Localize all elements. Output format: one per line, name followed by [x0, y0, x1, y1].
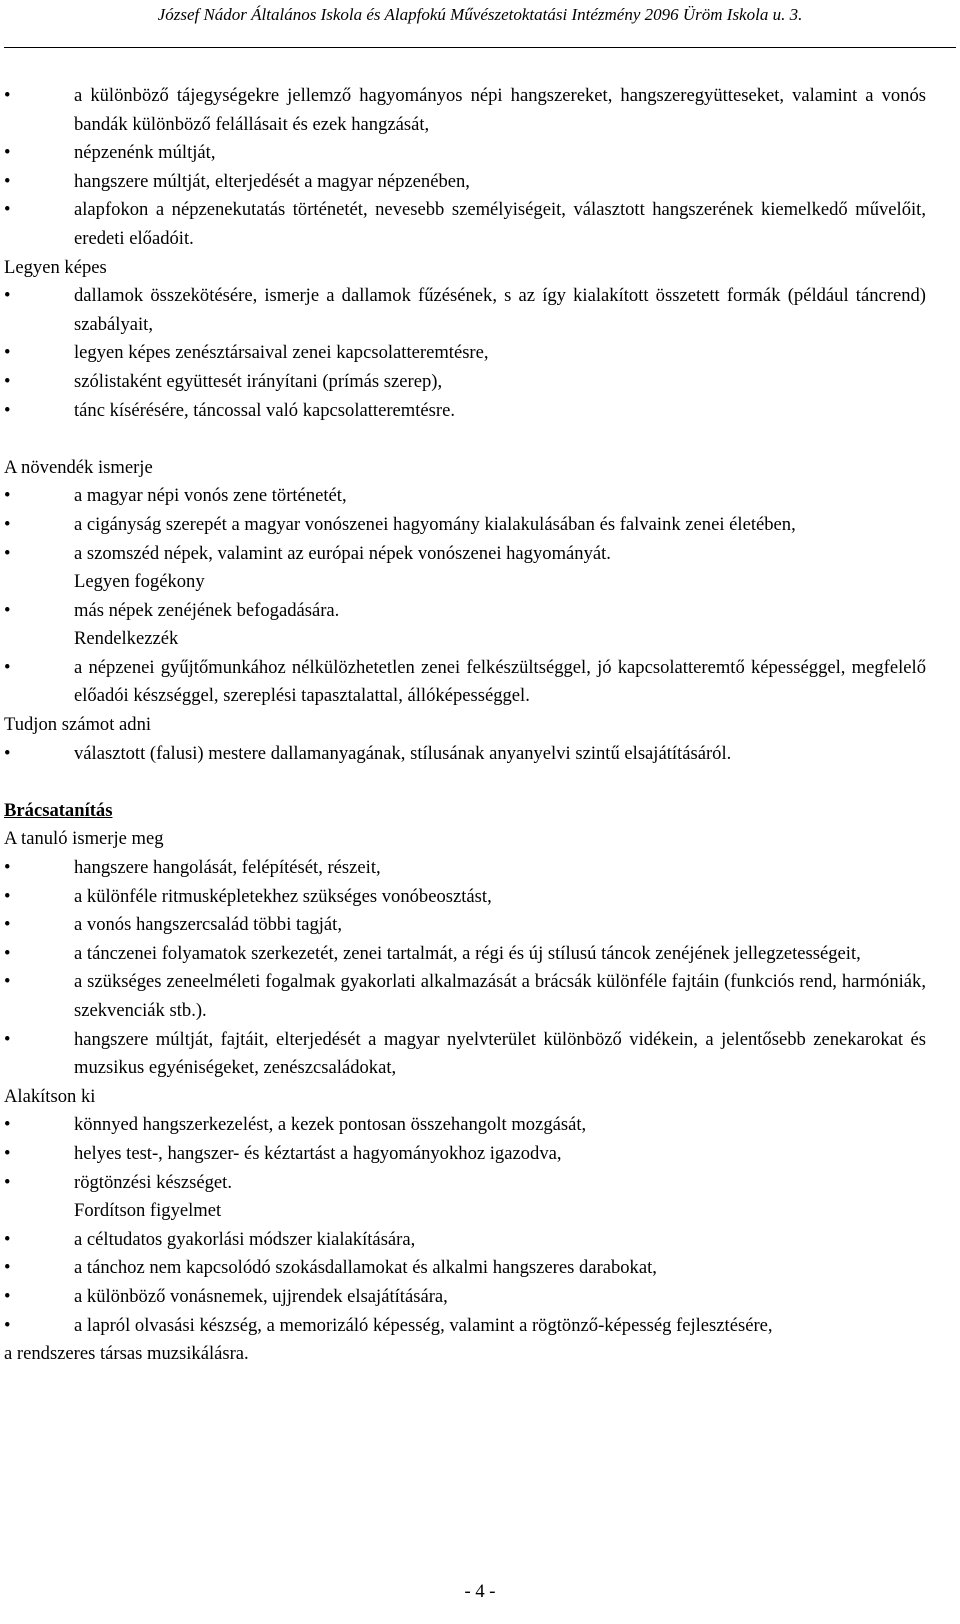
bullet-item: [4, 1312, 926, 1341]
bullet-item: [4, 139, 926, 168]
bullet-item: [4, 1026, 926, 1083]
bullet-text: könnyed hangszerkezelést, a kezek pontosan összehangolt mozgását,: [74, 1114, 587, 1136]
bullet-icon: •: [4, 1257, 11, 1279]
bullet-icon: •: [4, 1171, 11, 1193]
bullet-item: [4, 597, 926, 626]
bullet-item: [4, 1283, 926, 1312]
bullet-icon: •: [4, 399, 11, 421]
bullet-icon: •: [4, 1285, 11, 1307]
bullet-item: [4, 168, 926, 197]
bullet-icon: •: [4, 942, 11, 964]
paragraph-label: Legyen képes: [4, 256, 107, 278]
paragraph-label: a rendszeres társas muzsikálásra.: [4, 1343, 249, 1365]
bullet-icon: •: [4, 1228, 11, 1250]
bullet-icon: •: [4, 971, 11, 993]
header-rule: [4, 47, 956, 48]
bullet-icon: •: [4, 1142, 11, 1164]
bullet-text: tánc kísérésére, táncossal való kapcsolatteremtésre.: [74, 399, 455, 421]
bullet-text: a népzenei gyűjtőmunkához nélkülözhetetlen zenei felkészültséggel, jó kapcsolatteremtő képességgel, megfelelő előadói készséggel, szereplési tapasztalattal, állóképességgel.: [74, 656, 926, 707]
page-content: [4, 82, 926, 1369]
bullet-text: a lapról olvasási készség, a memorizáló képesség, valamint a rögtönző-képesség fejlesztésére,: [74, 1314, 773, 1336]
bullet-item: [4, 196, 926, 253]
bullet-text: dallamok összekötésére, ismerje a dallamok fűzésének, s az így kialakított összetett formák (például táncrend) szabályait,: [74, 285, 926, 335]
bullet-icon: •: [4, 513, 11, 535]
bullet-text: választott (falusi) mestere dallamanyagának, stílusának anyanyelvi szintű elsajátításáról.: [74, 742, 732, 764]
section-heading: Brácsatanítás: [4, 799, 113, 821]
bullet-item: [4, 1111, 926, 1140]
bullet-item: [4, 911, 926, 940]
bullet-item: [4, 883, 926, 912]
bullet-item: [4, 282, 926, 339]
bullet-text: a vonós hangszercsalád többi tagját,: [74, 914, 342, 936]
bullet-text: hangszere múltját, fajtáit, elterjedését a magyar nyelvterület különböző vidékein, a jelentősebb zenekarokat és muzsikus egyéniségeket, zenészcsaládokat,: [74, 1028, 926, 1079]
bullet-icon: •: [4, 742, 11, 764]
bullet-text: a cigányság szerepét a magyar vonószenei hagyomány kialakulásában és falvaink zenei életében,: [74, 513, 796, 535]
paragraph-label: A növendék ismerje: [4, 456, 153, 478]
bullet-text: a szomszéd népek, valamint az európai népek vonószenei hagyományát.: [74, 542, 611, 564]
bullet-icon: •: [4, 85, 11, 106]
bullet-text: a szükséges zeneelméleti fogalmak gyakorlati alkalmazását a brácsák különféle fajtáin (funkciós rend, harmóniák, szekvenciák stb.).: [74, 971, 926, 1021]
bullet-item: [4, 740, 926, 769]
bullet-text: más népek zenéjének befogadására.: [74, 599, 340, 621]
bullet-text: alapfokon a népzenekutatás történetét, nevesebb személyiségeit, választott hangszerének kiemelkedő művelőit, eredeti előadóit.: [74, 199, 926, 249]
bullet-item: [4, 1140, 926, 1169]
bullet-icon: •: [4, 199, 11, 221]
bullet-item: [4, 1254, 926, 1283]
bullet-icon: •: [4, 170, 11, 192]
bullet-icon: •: [4, 1114, 11, 1136]
bullet-text: a céltudatos gyakorlási módszer kialakítására,: [74, 1228, 416, 1250]
bullet-icon: •: [4, 342, 11, 364]
bullet-text: helyes test-, hangszer- és kéztartást a hagyományokhoz igazodva,: [74, 1142, 562, 1164]
bullet-icon: •: [4, 1028, 11, 1050]
bullet-text: a tánchoz nem kapcsolódó szokásdallamokat és alkalmi hangszeres darabokat,: [74, 1257, 657, 1279]
bullet-text: a különböző tájegységekre jellemző hagyományos népi hangszereket, hangszeregyütteseket, valamint a vonós bandák különböző felállásait és ezek hangzását,: [74, 85, 926, 135]
bullet-icon: •: [4, 485, 11, 507]
bullet-item: [4, 1226, 926, 1255]
page-number: - 4 -: [464, 1581, 496, 1602]
paragraph-label: Alakítson ki: [4, 1085, 96, 1107]
paragraph-gap: [4, 425, 926, 454]
bullet-icon: •: [4, 1314, 11, 1336]
bullet-icon: •: [4, 142, 11, 164]
bullet-text: szólistaként együttesét irányítani (prímás szerep),: [74, 370, 443, 392]
bullet-icon: •: [4, 885, 11, 907]
indented-label: Legyen fogékony: [74, 571, 205, 593]
bullet-text: a tánczenei folyamatok szerkezetét, zenei tartalmát, a régi és új stílusú táncok zenéjének jellegzetességeit,: [74, 942, 861, 964]
page-header: József Nádor Általános Iskola és Alapfokú Művészetoktatási Intézmény 2096 Üröm Iskola u. 3.: [157, 5, 803, 24]
bullet-icon: •: [4, 914, 11, 936]
bullet-item: [4, 82, 926, 139]
bullet-text: népzenénk múltját,: [74, 142, 216, 164]
bullet-item: [4, 511, 926, 540]
bullet-item: [4, 968, 926, 1025]
bullet-item: [4, 1169, 926, 1198]
bullet-text: a magyar népi vonós zene történetét,: [74, 485, 347, 507]
bullet-text: rögtönzési készséget.: [74, 1171, 232, 1193]
bullet-item: [4, 368, 926, 397]
indented-label: Rendelkezzék: [74, 628, 179, 650]
paragraph-gap: [4, 768, 926, 797]
indented-label: Fordítson figyelmet: [74, 1200, 222, 1222]
bullet-icon: •: [4, 599, 11, 621]
bullet-item: [4, 339, 926, 368]
bullet-icon: •: [4, 370, 11, 392]
bullet-text: hangszere múltját, elterjedését a magyar népzenében,: [74, 170, 470, 192]
bullet-text: legyen képes zenésztársaival zenei kapcsolatteremtésre,: [74, 342, 489, 364]
bullet-text: a különböző vonásnemek, ujjrendek elsajátítására,: [74, 1285, 448, 1307]
bullet-item: [4, 940, 926, 969]
bullet-icon: •: [4, 656, 11, 678]
bullet-text: a különféle ritmusképletekhez szükséges vonóbeosztást,: [74, 885, 492, 907]
bullet-icon: •: [4, 285, 11, 307]
bullet-text: hangszere hangolását, felépítését, részeit,: [74, 857, 381, 879]
bullet-item: [4, 397, 926, 426]
bullet-icon: •: [4, 857, 11, 879]
bullet-item: [4, 854, 926, 883]
paragraph-label: A tanuló ismerje meg: [4, 828, 164, 850]
bullet-item: [4, 540, 926, 569]
bullet-icon: •: [4, 542, 11, 564]
paragraph-label: Tudjon számot adni: [4, 714, 152, 736]
bullet-item: [4, 654, 926, 711]
bullet-item: [4, 482, 926, 511]
